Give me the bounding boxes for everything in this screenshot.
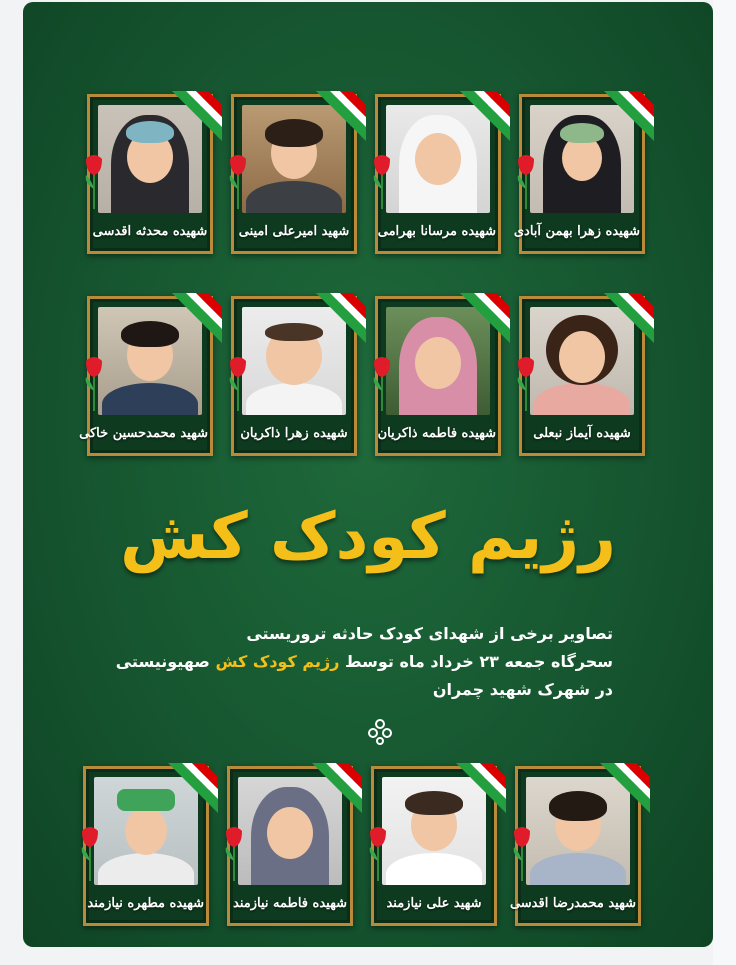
description-line-1: تصاویر برخی از شهدای کودک حادثه تروریستی	[246, 624, 613, 643]
martyr-name: شهید علی نیازمند	[386, 896, 482, 911]
tulip-icon	[82, 153, 106, 209]
description-text: سحرگاه جمعه ۲۳ خرداد ماه توسط	[344, 652, 613, 671]
iran-flag-icon	[594, 763, 650, 817]
iran-flag-icon	[454, 293, 510, 347]
martyr-name: شهیده فاطمه نیازمند	[233, 896, 347, 911]
martyr-name: شهیده فاطمه ذاکریان	[377, 426, 496, 441]
iran-flag-icon	[162, 763, 218, 817]
description-line-2	[93, 648, 613, 676]
martyr-name: شهیده زهرا ذاکریان	[240, 426, 348, 441]
tulip-icon	[514, 153, 538, 209]
martyr-name: شهیده مطهره نیازمند	[87, 896, 204, 911]
tulip-icon	[370, 153, 394, 209]
martyr-frame	[83, 766, 209, 926]
tulip-icon	[226, 355, 250, 411]
tulip-icon	[366, 825, 390, 881]
tulip-icon	[78, 825, 102, 881]
iran-flag-icon	[306, 763, 362, 817]
iran-flag-icon	[454, 91, 510, 145]
description-highlight: رژیم کودک کش	[215, 652, 340, 671]
page-edge	[713, 0, 736, 965]
description	[93, 620, 613, 704]
martyr-frame	[87, 94, 213, 254]
description-line-3: در شهرک شهید چمران	[432, 680, 613, 699]
iran-flag-icon	[598, 91, 654, 145]
martyr-frame	[375, 296, 501, 456]
poster	[23, 2, 713, 947]
iran-flag-icon	[450, 763, 506, 817]
martyr-frame	[227, 766, 353, 926]
iran-flag-icon	[598, 293, 654, 347]
martyr-frame	[79, 296, 213, 456]
martyr-name: شهیده زهرا بهمن آبادی	[513, 224, 640, 239]
martyr-frame	[375, 94, 501, 254]
iran-flag-icon	[310, 91, 366, 145]
headline: رژیم کودک کش	[120, 500, 616, 574]
martyr-name: شهیده مرسانا بهرامی	[377, 224, 496, 239]
description-text: صهیونیستی	[115, 652, 210, 671]
martyr-frame	[231, 296, 357, 456]
tulip-icon	[82, 355, 106, 411]
martyr-frame	[231, 94, 357, 254]
tulip-icon	[514, 355, 538, 411]
martyr-name: شهیده آیماز نبعلی	[533, 426, 631, 441]
ornament-icon	[365, 716, 395, 746]
tulip-icon	[222, 825, 246, 881]
martyr-frame	[519, 296, 645, 456]
martyr-name: شهید محمدرضا اقدسی	[509, 896, 636, 911]
martyr-name: شهید امیرعلی امینی	[238, 224, 350, 239]
iran-flag-icon	[166, 293, 222, 347]
martyr-frame	[513, 94, 645, 254]
martyr-frame	[371, 766, 497, 926]
tulip-icon	[226, 153, 250, 209]
tulip-icon	[510, 825, 534, 881]
martyr-name: شهیده محدثه اقدسی	[92, 224, 208, 239]
martyr-name: شهید محمدحسین خاکی	[79, 426, 208, 441]
iran-flag-icon	[310, 293, 366, 347]
martyr-frame	[509, 766, 641, 926]
iran-flag-icon	[166, 91, 222, 145]
tulip-icon	[370, 355, 394, 411]
